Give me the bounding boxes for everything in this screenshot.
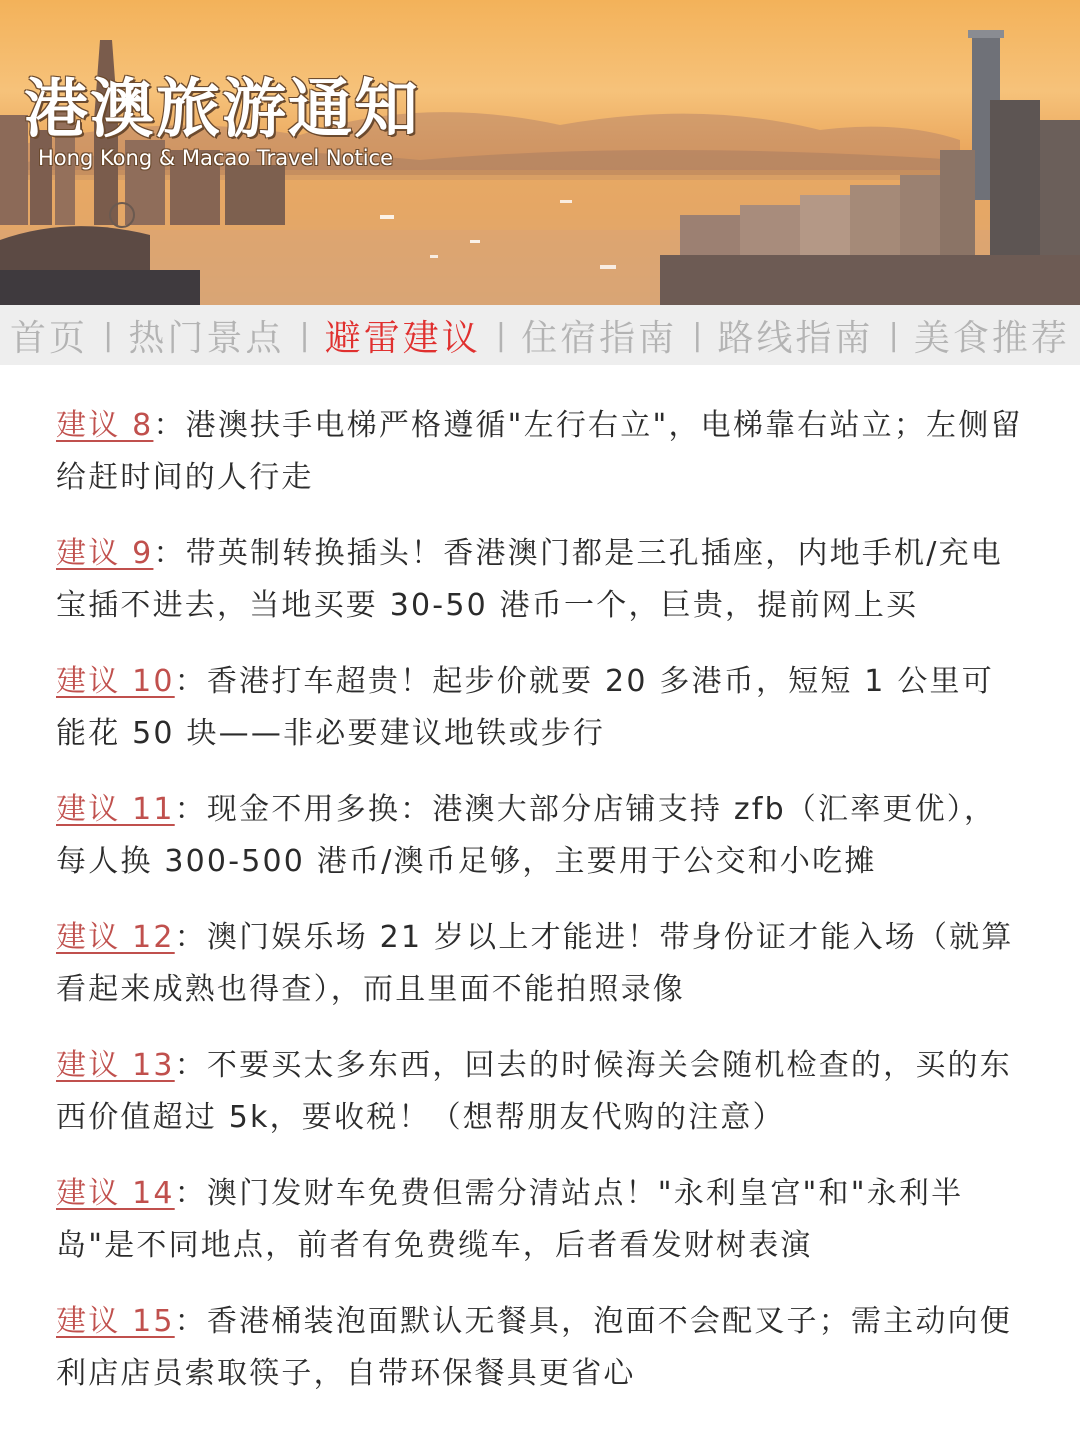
nav-item-accommodation[interactable]: 住宿指南 [521, 317, 678, 359]
nav-item-attractions[interactable]: 热门景点 [128, 317, 285, 359]
tip-item [56, 1168, 1024, 1272]
tip-label: 建议 9 [56, 536, 154, 571]
tip-text: 带英制转换插头！香港澳门都是三孔插座，内地手机/充电宝插不进去，当地买要 30-50 港币一个，巨贵，提前网上买 [56, 536, 1003, 623]
tip-colon: ： [174, 664, 207, 699]
tip-label: 建议 13 [56, 1048, 175, 1083]
nav-separator: | [495, 317, 506, 353]
nav-item-home[interactable]: 首页 [10, 317, 89, 359]
tip-text: 澳门娱乐场 21 岁以上才能进！带身份证才能入场（就算看起来成熟也得查），而且里面不能拍照录像 [56, 920, 1014, 1007]
tip-colon: ： [153, 536, 186, 571]
tip-item [56, 912, 1024, 1016]
tip-text: 港澳扶手电梯严格遵循"左行右立"，电梯靠右站立；左侧留给赶时间的人行走 [56, 408, 1023, 495]
banner-subtitle: Hong Kong & Macao Travel Notice [38, 146, 394, 170]
nav-item-routes[interactable]: 路线指南 [717, 317, 874, 359]
tip-item [56, 1296, 1024, 1400]
tip-label: 建议 10 [56, 664, 175, 699]
tips-list [56, 400, 1024, 1424]
tip-label: 建议 15 [56, 1304, 175, 1339]
nav-separator: | [103, 317, 114, 353]
tip-label: 建议 8 [56, 408, 154, 443]
tip-item [56, 1040, 1024, 1144]
tip-text: 澳门发财车免费但需分清站点！"永利皇宫"和"永利半岛"是不同地点，前者有免费缆车，后者看发财树表演 [56, 1176, 964, 1263]
tip-label: 建议 14 [56, 1176, 175, 1211]
tip-colon: ： [174, 1304, 207, 1339]
tip-text: 香港打车超贵！起步价就要 20 多港币，短短 1 公里可能花 50 块——非必要建议地铁或步行 [56, 664, 994, 751]
tip-item [56, 528, 1024, 632]
tip-colon: ： [174, 1176, 207, 1211]
banner-title: 港澳旅游通知 [24, 73, 420, 147]
tip-colon: ： [174, 1048, 207, 1083]
tip-colon: ： [153, 408, 186, 443]
tip-colon: ： [174, 920, 207, 955]
tip-item [56, 656, 1024, 760]
nav-item-pitfall-tips[interactable]: 避雷建议 [324, 317, 481, 359]
tip-label: 建议 11 [56, 792, 175, 827]
header-banner [0, 0, 1080, 305]
tip-colon: ： [174, 792, 207, 827]
tip-item [56, 400, 1024, 504]
category-nav [0, 305, 1080, 365]
tip-text: 现金不用多换：港澳大部分店铺支持 zfb（汇率更优），每人换 300-500 港币/澳币足够，主要用于公交和小吃摊 [56, 792, 997, 879]
tip-text: 不要买太多东西，回去的时候海关会随机检查的，买的东西价值超过 5k，要收税！（想帮朋友代购的注意） [56, 1048, 1012, 1135]
nav-separator: | [692, 317, 703, 353]
nav-separator: | [299, 317, 310, 353]
nav-separator: | [888, 317, 899, 353]
nav-item-food[interactable]: 美食推荐 [913, 317, 1070, 359]
tip-item [56, 784, 1024, 888]
tip-text: 香港桶装泡面默认无餐具，泡面不会配叉子；需主动向便利店店员索取筷子，自带环保餐具更省心 [56, 1304, 1012, 1391]
tip-label: 建议 12 [56, 920, 175, 955]
